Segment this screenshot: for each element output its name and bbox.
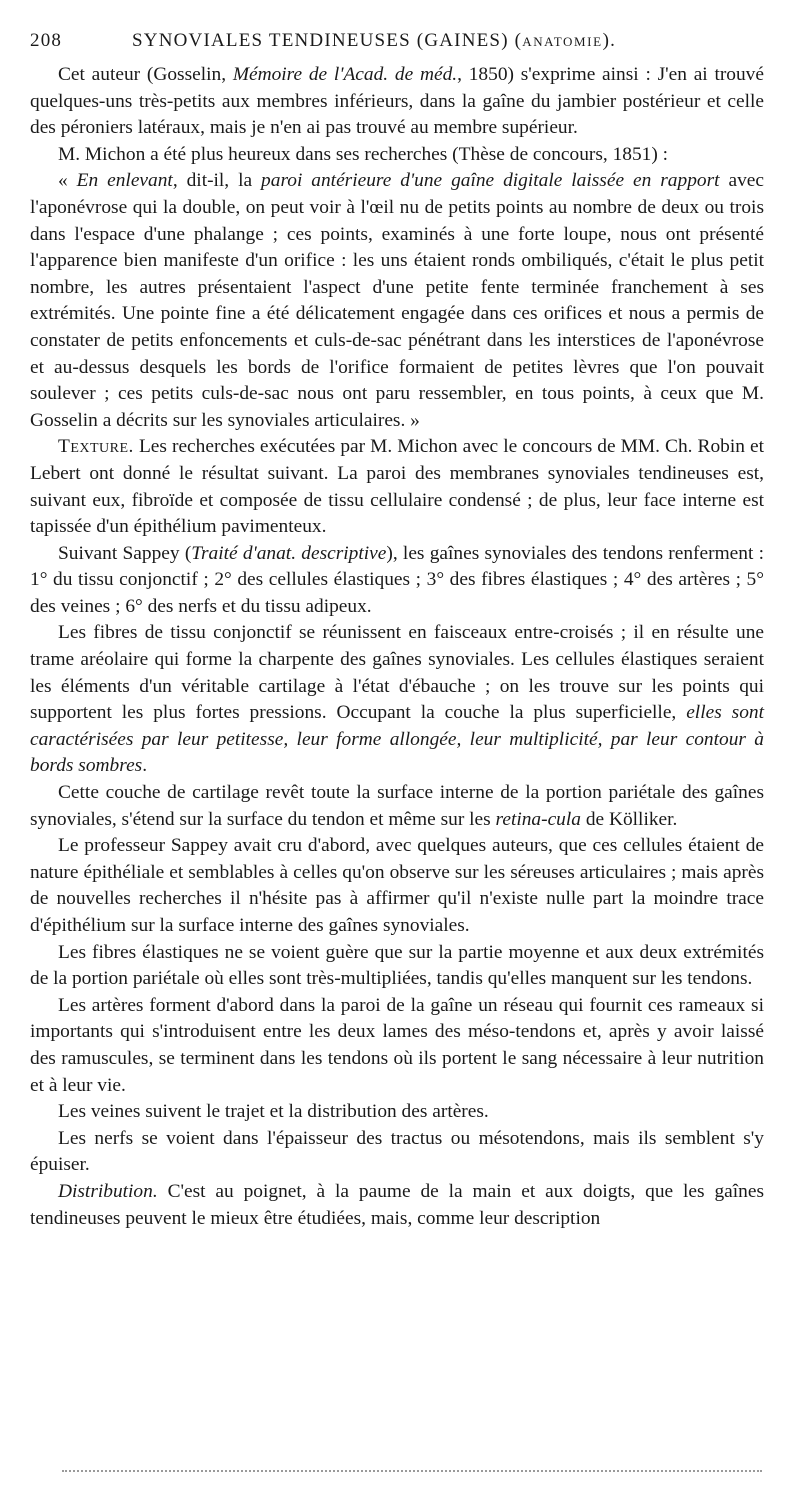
text-run: Les recherches exécutées par M. Michon avec le concours de MM. Ch. Robin et Lebert ont donné le résultat suivant. La paroi des membranes synoviales tendineuses est, suivant eux, fibroïde et composée de tissu cellulaire condensé ; de plus, leur face interne est tapissée d'un épithélium pavimenteux. <box>30 436 764 538</box>
paragraph-michon-quote <box>30 168 764 434</box>
text-run: Cette couche de cartilage revêt toute la surface interne de la portion pariétale des gaînes synoviales, s'étend sur la surface du tendon et même sur les <box>30 782 764 830</box>
running-title-section: ANATOMIE <box>522 34 603 49</box>
emphasis-italic: paroi antérieure d'une gaîne digitale laissée en rapport <box>261 170 720 192</box>
text-run: Suivant Sappey ( <box>58 542 192 564</box>
paragraph-nerves <box>30 1126 764 1179</box>
text-run: . <box>142 755 148 777</box>
emphasis-italic: En enlevant <box>76 170 173 192</box>
paragraph-sappey-components <box>30 541 764 621</box>
running-title: SYNOVIALES TENDINEUSES (GAINES) ( <box>132 30 523 51</box>
text-run: Le professeur Sappey avait cru d'abord, avec quelques auteurs, que ces cellules étaient de nature épithéliale et semblables à celles qu'on observe sur les séreuses articulaires ; mais après de nouvelles recherches il n'hésite pas à affirmer qu'il n'existe nulle part la moindre trace d'épithélium sur la surface interne des gaînes synoviales. <box>30 835 764 936</box>
page-number: 208 <box>30 30 63 51</box>
book-page <box>30 28 764 1232</box>
text-run: C'est au poignet, à la paume de la main et aux doigts, que les gaînes tendineuses peuvent le mieux être étudiées, mais, comme leur description <box>30 1180 764 1229</box>
section-lead-texture: Texture. <box>58 436 134 458</box>
text-run: « <box>58 170 77 192</box>
emphasis-italic: retina-cula <box>495 808 581 830</box>
paragraph-elastic-fibres <box>30 940 764 993</box>
bottom-dotted-rule <box>62 1470 762 1472</box>
paragraph-texture <box>30 434 764 540</box>
text-run: avec l'aponévrose qui la double, on peut voir à l'œil nu de petits points au nombre de deux ou trois dans l'espace d'une phalange ; ces points, examinés à une forte loupe, nous ont présenté l'apparence bien manifeste d'un orifice : les uns étaient ronds ombiliqués, c'était le plus petit nombre, les autres présentaient l'aspect d'une petite fente terminée franchement à ses extrémités. Une pointe fine a été délicatement engagée dans ces orifices et nous a permis de constater de petits enfoncements et culs-de-sac pénétrant dans les interstices de l'aponévrose et au-dessus desquels les bords de l'orifice formaient de petites lèvres que l'on pouvait soulever ; ces petits culs-de-sac nous ont paru ressembler, en tous points, à ceux que M. Gosselin a décrits sur les synoviales articulaires. » <box>30 170 764 431</box>
text-run: Les nerfs se voient dans l'épaisseur des tractus ou mésotendons, mais ils semblent s'y épuiser. <box>30 1127 764 1176</box>
text-run: de Kölliker. <box>580 808 678 830</box>
paragraph-distribution <box>30 1179 764 1232</box>
text-run: Cet auteur (Gosselin, <box>58 64 233 85</box>
text-run: M. Michon a été plus heureux dans ses recherches (Thèse de concours, 1851) : <box>58 143 669 165</box>
paragraph-michon-intro <box>30 142 764 169</box>
paragraph-gosselin-quote <box>30 62 764 142</box>
text-run: , 1850) s'exprime ainsi : J'en ai trouvé quelques-uns très-petits aux membres inférieurs, dans la gaîne du jambier postérieur et celle des péroniers latéraux, mais je n'en ai pas trouvé au membre supérieur. <box>30 64 764 139</box>
citation-italic: Mémoire de l'Acad. de méd. <box>232 64 458 85</box>
paragraph-arteries <box>30 993 764 1099</box>
paragraph-sappey-epithelium <box>30 833 764 939</box>
running-title-close: ). <box>602 30 617 51</box>
paragraph-connective-fibres <box>30 620 764 780</box>
text-run: , dit-il, la <box>172 170 262 192</box>
section-lead-distribution: Distribution. <box>58 1180 158 1202</box>
text-run: Les fibres de tissu conjonctif se réunissent en faisceaux entre-croisés ; il en résulte une trame aréolaire qui forme la charpente des gaînes synoviales. Les cellules élastiques seraient les éléments d'un véritable cartilage à l'état d'ébauche ; on les trouve sur les points qui supportent les plus fortes pressions. Occupant la couche la plus superficielle, <box>30 622 764 724</box>
text-run: ), les gaînes synoviales des tendons renferment : 1° du tissu conjonctif ; 2° des cellules élastiques ; 3° des fibres élastiques ; 4° des artères ; 5° des veines ; 6° des nerfs et du tissu adipeux. <box>30 542 764 617</box>
emphasis-italic: elles sont caractérisées par leur petitesse, leur forme allongée, leur multiplicité, par leur contour à bords sombres <box>30 702 764 777</box>
paragraph-veins <box>30 1099 764 1126</box>
citation-italic: Traité d'anat. descriptive <box>191 542 387 564</box>
text-run: Les fibres élastiques ne se voient guère que sur la partie moyenne et aux deux extrémités de la portion pariétale où elles sont très-multipliées, tandis qu'elles manquent sur les tendons. <box>30 941 764 990</box>
text-run: Les artères forment d'abord dans la paroi de la gaîne un réseau qui fournit ces rameaux si importants qui s'introduisent entre les deux lames des méso-tendons et, après y avoir laissé des ramuscules, se terminent dans les tendons où ils portent le sang nécessaire à leur nutrition et à leur vie. <box>30 994 764 1096</box>
text-run: Les veines suivent le trajet et la distribution des artères. <box>58 1101 489 1123</box>
paragraph-cartilage-layer <box>30 780 764 833</box>
running-head <box>30 28 764 62</box>
